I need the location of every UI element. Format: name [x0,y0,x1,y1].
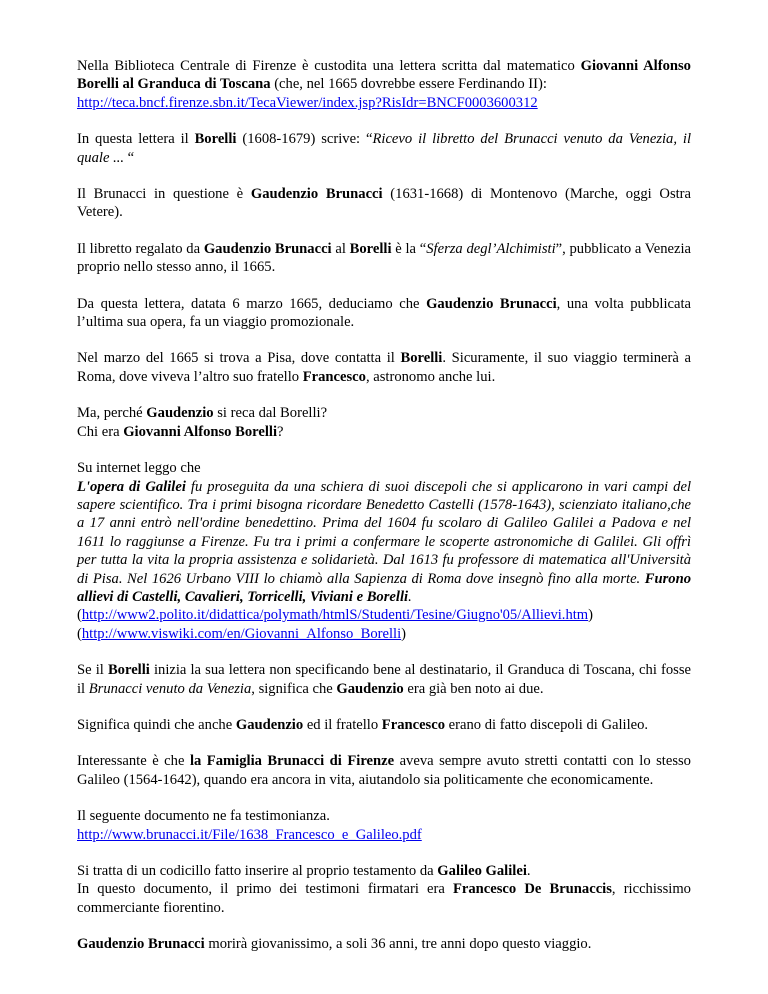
text: (1631-1668) di Montenovo (Marche, oggi Ostra Vetere). [77,186,692,221]
paragraph-internet-quote: Su internet leggo che L'opera di Galilei fu proseguita da una schiera di suoi discepoli che si applicarono in vari campi del sapere scientifico. Tra i primi bisogna ricordare Benedetto Castelli (1578-1643), scienziato italiano,che a 17 anni entrò nell'ordine benedettino. Prima del 1604 fu scolaro di Galileo Galilei a Padova e nel 1611 lo raggiunse a Firenze. Fu tra i primi a confermare le scoperte astronomiche di Galilei. Gli offrì per tutta la vita la propria assistenza e solidarietà. Dal 1613 fu professore di matematica all'Università di Pisa. Nel 1626 Urbano VIII lo chiamò alla Sapienza di Roma dove insegnò fino alla morte. Furono allievi di Castelli, Cavalieri, Torricelli, Viviani e Borelli. (http://www2.polito.it/didattica/polymath/htmlS/Studenti/Tesine/Giugno'05/Allievi.htm) (http://www.viswiki.com/en/Giovanni_Alfonso_Borelli) [77,460,691,642]
text: In questa lettera il [77,131,195,148]
bold-text: Gaudenzio Brunacci [250,186,383,203]
bold-text: Gaudenzio [146,405,214,422]
bold-text: Borelli [194,131,237,148]
bold-text: Borelli [400,350,443,367]
text: , ricchissimo commerciante fiorentino. [77,881,691,916]
bold-text: Francesco [302,368,366,385]
text: Si tratta di un codicillo fatto inserire al proprio testamento da [77,863,438,879]
text: Chi era [77,423,124,440]
link-brunacci-pdf[interactable]: http://www.brunacci.it/File/1638_Francesco_e_Galileo.pdf [77,826,422,843]
bold-text: Borelli [349,240,392,257]
text: ”, pubblicato a Venezia proprio nello stesso anno, il 1665. [77,240,691,276]
text: Da questa lettera, datata 6 marzo 1665, deduciamo che [77,295,427,312]
text: era già ben noto ai due. [403,680,544,697]
bold-text: Francesco De Brunaccis [452,881,612,898]
bold-text: Gaudenzio Brunacci [426,295,557,312]
italic-text: Brunacci venuto da Venezia [88,680,252,697]
paragraph-documento [77,807,691,844]
text: , una volta pubblicata l’ultima sua opera, fa un viaggio promozionale. [77,295,692,331]
text: Su internet leggo che [77,460,201,477]
bold-italic-text: L'opera di Galilei [77,478,186,495]
text: “ [124,149,135,166]
text: Nel marzo del 1665 si trova a Pisa, dove contatta il [77,350,401,367]
paragraph-pisa [77,349,691,386]
text: Nella Biblioteca Centrale di Firenze è custodita una lettera scritta dal matematico [77,58,581,74]
text: In questo documento, il primo dei testimoni firmatari era [77,881,453,898]
text: al [331,240,350,257]
paragraph-famiglia [77,752,691,789]
paragraph-date [77,295,691,332]
text: ? [277,423,284,440]
link-viswiki[interactable]: http://www.viswiki.com/en/Giovanni_Alfonso_Borelli [81,625,402,642]
text: . Sicuramente, il suo viaggio terminerà a Roma, dove viveva l’altro suo fratello [77,350,691,385]
text: . [526,863,531,879]
bold-italic-text: Furono allievi di Castelli, Cavalieri, Torricelli, Viviani e Borelli [77,570,691,605]
bold-text: Francesco [381,716,446,733]
text: erano di fatto discepoli di Galileo. [445,716,649,733]
link-teca-bncf[interactable]: http://teca.bncf.firenze.sbn.it/TecaViewer/index.jsp?RisIdr=BNCF0003600312 [77,94,538,111]
paragraph-letter-intro [77,57,691,112]
paragraph-discepoli [77,716,691,734]
text: morirà giovanissimo, a soli 36 anni, tre anni dopo questo viaggio. [204,936,592,953]
text: , astronomo anche lui. [365,368,496,385]
text: (1608-1679) scrive: “ [236,131,373,148]
paragraph-brunacci [77,185,691,222]
bold-text: la Famiglia Brunacci di Firenze [189,753,395,770]
text: Se il [77,662,108,679]
text: Interessante è che [77,753,190,770]
paragraph-conclusion [77,935,691,953]
italic-text: fu proseguita da una schiera di suoi discepoli che si applicarono in vari campi del sapere scientifico. Tra i primi bisogna ricordare Benedetto Castelli (1578-1643), scienziato italiano,che a 17 anni entrò nell'ordine benedettino. Prima del 1604 fu scolaro di Galileo Galilei a Padova e nel 1611 lo raggiunse a Firenze. Fu tra i primi a confermare le scoperte astronomiche di Galilei. Gli offrì per tutta la vita la propria assistenza e solidarietà. Dal 1613 fu professore di matematica all'Università di Pisa. Nel 1626 Urbano VIII lo chiamò alla Sapienza di Roma dove insegnò fino alla morte. [77,478,691,587]
paragraph-questions [77,404,691,441]
text: inizia la sua lettera non specificando bene al destinatario, il Granduca di Toscana, chi fosse il [77,662,691,697]
bold-text: Gaudenzio [336,680,404,697]
text: (che, nel 1665 dovrebbe essere Ferdinando II): [270,76,547,93]
text: è la “ [391,240,427,257]
text: Il libretto regalato da [77,240,204,257]
text: aveva sempre avuto stretti contatti con lo stesso Galileo (1564-1642), quando era ancora in vita, aiutandolo sia politicamente che economicamente. [77,753,691,788]
text: Il Brunacci in questione è [77,186,251,203]
paragraph-codicillo [77,862,691,917]
bold-text: Giovanni Alfonso Borelli [123,423,278,440]
paragraph-libretto [77,240,691,277]
text: si reca dal Borelli? [213,405,328,422]
paragraph-borelli-letter [77,661,691,698]
document-page [77,57,691,954]
bold-text: Gaudenzio [235,716,304,733]
bold-text: Giovanni Alfonso Borelli al Granduca di Toscana [77,58,691,93]
italic-title: Sferza degl’Alchimisti [426,240,556,257]
italic-text: . [408,588,412,605]
text: Ma, perché [77,405,147,422]
link-polito[interactable]: http://www2.polito.it/didattica/polymath/htmlS/Studenti/Tesine/Giugno'05/Allievi.htm [81,607,589,624]
text: ed il fratello [303,716,382,733]
text: Il seguente documento ne fa testimonianza. [77,808,330,825]
bold-text: Galileo Galilei [437,863,527,879]
bold-text: Borelli [107,662,150,679]
bold-text: Gaudenzio Brunacci [77,936,205,953]
bold-text: Gaudenzio Brunacci [203,240,332,257]
text: Significa quindi che anche [77,716,236,733]
text: , significa che [251,680,337,697]
paragraph-letter-quote [77,130,691,167]
italic-quote: Ricevo il libretto del Brunacci venuto da Venezia, il quale ... [77,131,692,166]
